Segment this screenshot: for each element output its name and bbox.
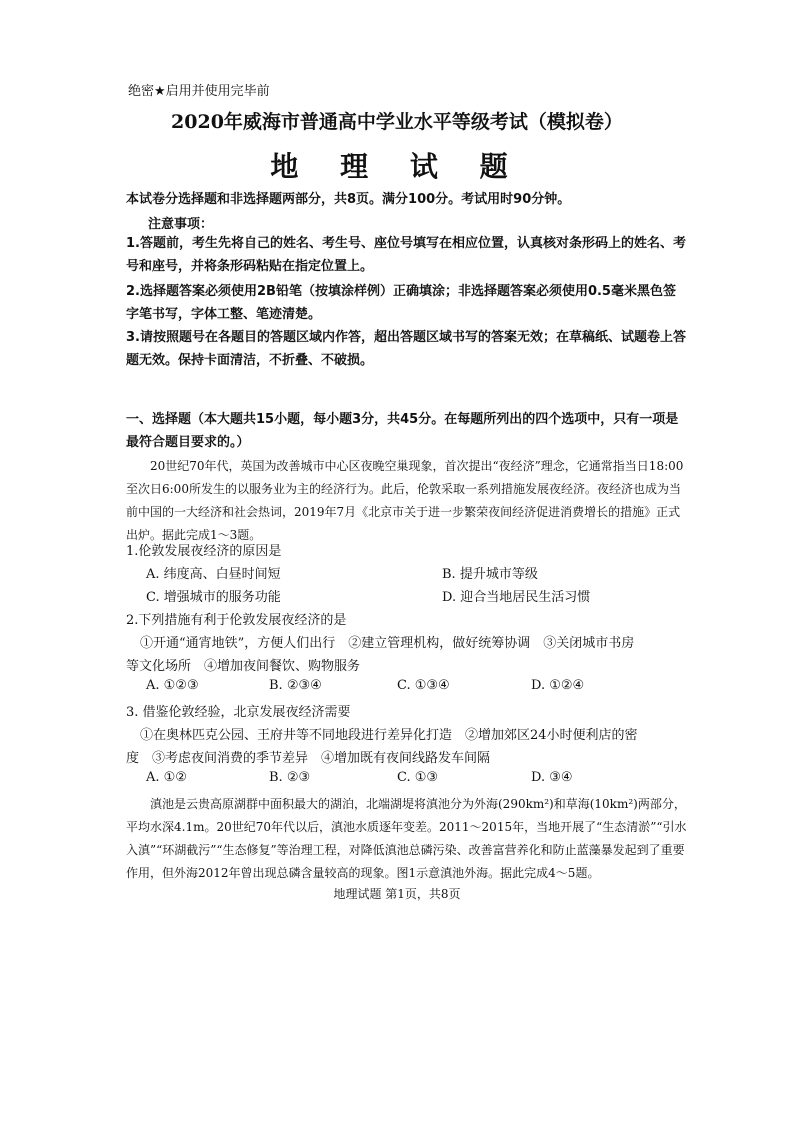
notice-item-2: 2.选择题答案必须使用2B铅笔（按填涂样例）正确填涂；非选择题答案必须使用0.5毫米黑色签字笔书写，字体工整、笔迹清楚。: [126, 284, 676, 322]
question-2-stem: 2.下列措施有利于伦敦发展夜经济的是: [126, 613, 347, 628]
question-3-stem: 3. 借鉴伦敦经验，北京发展夜经济需要: [126, 705, 351, 720]
passage-night-economy: 20世纪70年代，英国为改善城市中心区夜晚空巢现象，首次提出“夜经济”理念，它通常指当日18:00至次日6:00所发生的以服务业为主的经济行为。此后，伦敦采取一系列措施发展夜经济。夜经济也成为当前中国的一大经济和社会热词，2019年7月《北京市关于进一步繁荣夜间经济促进消费增长的措施》正式出炉。据此完成1～3题。: [126, 459, 684, 542]
question-1-option-a[interactable]: A. 纬度高、白昼时间短: [146, 567, 281, 582]
question-1-option-d[interactable]: D. 迎合当地居民生活习惯: [442, 590, 591, 605]
passage-dianchi-lake: 滇池是云贵高原湖群中面积最大的湖泊，北端湖堤将滇池分为外海(290km²)和草海(10km²)两部分，平均水深4.1m。20世纪70年代以后，滇池水质逐年变差。2011～2015年，当地开展了“生态清淤”“引水入滇”“环湖截污”“生态修复”等治理工程，对降低滇池总磷污染、改善富营养化和防止蓝藻暴发起到了重要作用，但外海2012年曾出现总磷含量较高的现象。图1示意滇池外海。据此完成4～5题。: [126, 797, 687, 880]
subject-title: 地 理 试 题: [270, 150, 524, 183]
notice-item-1: 1.答题前，考生先将自己的姓名、考生号、座位号填写在相应位置，认真核对条形码上的姓名、考号和座号，并将条形码粘贴在指定位置上。: [126, 236, 686, 274]
question-2-option-a[interactable]: A. ①②③: [146, 678, 199, 693]
notice-item-3: 3.请按照题号在各题目的答题区域内作答，超出答题区域书写的答案无效；在草稿纸、试题卷上答题无效。保持卡面清洁，不折叠、不破损。: [126, 330, 686, 368]
question-3-option-b[interactable]: B. ②③: [269, 770, 311, 785]
question-3-statements-line1: ①在奥林匹克公园、王府井等不同地段进行差异化打造 ②增加郊区24小时便利店的密: [140, 728, 638, 743]
question-1-stem: 1.伦敦发展夜经济的原因是: [126, 544, 282, 559]
question-2-option-c[interactable]: C. ①③④: [397, 678, 450, 693]
exam-title: 2020年威海市普通高中学业水平等级考试（模拟卷）: [171, 111, 623, 133]
page-footer: 地理试题 第1页，共8页: [333, 887, 461, 901]
question-3-option-c[interactable]: C. ①③: [397, 770, 439, 785]
question-2-option-d[interactable]: D. ①②④: [531, 678, 585, 693]
section-heading: 一、选择题（本大题共15小题，每小题3分，共45分。在每题所列出的四个选项中，只有一项是最符合题目要求的。）: [126, 412, 679, 450]
question-3-statements-line2: 度 ③考虑夜间消费的季节差异 ④增加既有夜间线路发车间隔: [126, 751, 491, 766]
question-1-option-c[interactable]: C. 增强城市的服务功能: [146, 590, 281, 605]
question-2-statements-line1: ①开通“通宵地铁”，方便人们出行 ②建立管理机构，做好统筹协调 ③关闭城市书房: [140, 636, 635, 651]
question-3-option-a[interactable]: A. ①②: [146, 770, 187, 785]
exam-intro: 本试卷分选择题和非选择题两部分，共8页。满分100分。考试用时90分钟。: [126, 192, 571, 207]
question-3-option-d[interactable]: D. ③④: [531, 770, 573, 785]
question-2-statements-line2: 等文化场所 ④增加夜间餐饮、购物服务: [126, 659, 361, 674]
question-2-option-b[interactable]: B. ②③④: [269, 678, 322, 693]
notice-title: 注意事项：: [148, 217, 214, 232]
confidential-notice: 绝密★启用并使用完毕前: [128, 84, 270, 99]
question-1-option-b[interactable]: B. 提升城市等级: [442, 567, 538, 582]
